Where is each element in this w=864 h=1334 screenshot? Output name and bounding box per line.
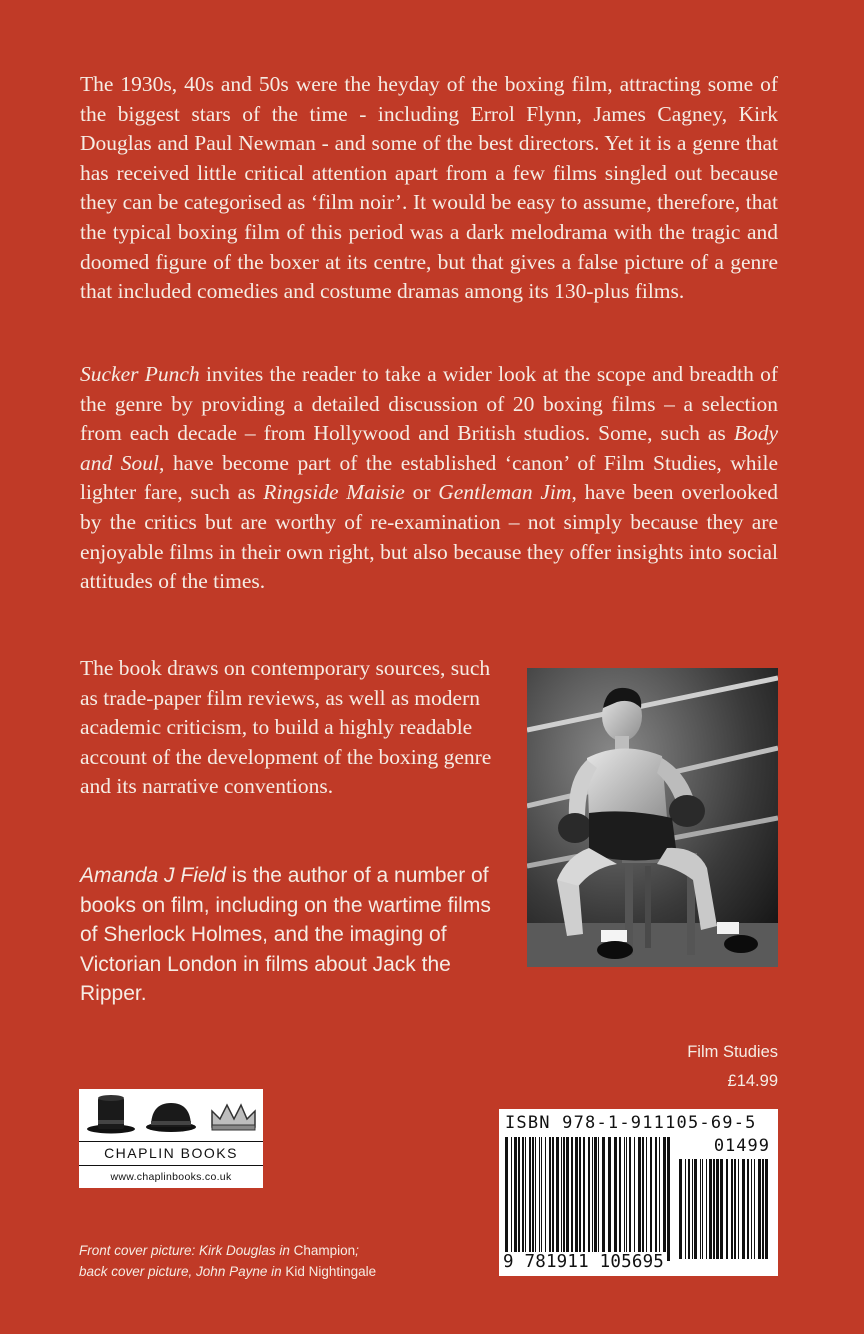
barcode-bar xyxy=(638,1137,641,1261)
credit-film-title: Champion xyxy=(293,1243,356,1258)
book-title: Sucker Punch xyxy=(80,362,200,386)
barcode-bar xyxy=(762,1159,764,1259)
barcode-bar xyxy=(549,1137,551,1261)
barcode-bar xyxy=(720,1159,723,1259)
barcode-bar xyxy=(713,1159,715,1259)
boxer-photo xyxy=(527,668,778,967)
barcode-bar xyxy=(598,1137,599,1261)
barcode-bar xyxy=(754,1159,755,1259)
barcode-bar xyxy=(539,1137,540,1261)
barcode-digits: 9 781911 105695 xyxy=(503,1252,665,1272)
barcode-bar xyxy=(624,1137,625,1261)
barcode-bar xyxy=(594,1137,597,1261)
barcode-bar xyxy=(694,1159,697,1259)
barcode-bar xyxy=(561,1137,562,1261)
publisher-logo xyxy=(79,1089,263,1188)
barcode-bar xyxy=(592,1137,593,1261)
barcode-bar xyxy=(726,1159,728,1259)
barcode-bar xyxy=(731,1159,733,1259)
book-meta xyxy=(687,1038,778,1096)
barcode-bar xyxy=(650,1137,652,1261)
blurb-paragraph-1: The 1930s, 40s and 50s were the heyday of the boxing film, attracting some of the biggest stars of the time - including Errol Flynn, James Cagney, Kirk Douglas and Paul Newman - and some of the best directors. Yet it is a genre that has received little critical attention apart from a few films singled out because they can be categorised as ‘film noir’. It would be easy to assume, therefore, that the typical boxing film of this period was a dark melodrama with the tragic and doomed figure of the boxer at its centre, but that gives a false picture of a genre that included comedies and costume dramas among its 130-plus films. xyxy=(80,72,778,304)
barcode-bar xyxy=(700,1159,701,1259)
author-bio-text: is the author of a number of books on film, including on the wartime films of Sherlock Holmes, and the imaging of Victorian London in films about Jack the Ripper. xyxy=(80,864,491,1005)
barcode-bar xyxy=(629,1137,631,1261)
barcode-bar xyxy=(608,1137,611,1261)
barcode-bar xyxy=(738,1159,739,1259)
barcode-bar xyxy=(614,1137,617,1261)
film-title: Gentleman Jim xyxy=(438,480,572,505)
barcode-bar xyxy=(747,1159,749,1259)
barcode-addon-bars xyxy=(679,1159,771,1259)
barcode-bar xyxy=(588,1137,590,1261)
barcode-bar xyxy=(646,1137,647,1261)
barcode-bar xyxy=(571,1137,573,1261)
barcode-bar xyxy=(602,1137,605,1261)
barcode-bar xyxy=(742,1159,745,1259)
price-label: £14.99 xyxy=(727,1072,778,1090)
bowler-hat-icon xyxy=(146,1103,196,1132)
barcode-bar xyxy=(706,1159,707,1259)
blurb-paragraph-3: The book draws on contemporary sources, such as trade-paper film reviews, as well as modern academic criticism, to build a highly readable account of the development of the boxing genre and its narrative conventions. xyxy=(80,656,492,799)
barcode-bar xyxy=(751,1159,752,1259)
credit-text: back cover picture, John Payne in xyxy=(79,1264,286,1279)
barcode-bar xyxy=(734,1159,736,1259)
paragraph-text: , have become part of the established ‘canon’ of Film Studies, while lighter fare, such as xyxy=(80,450,779,505)
barcode-bar xyxy=(692,1159,693,1259)
barcode-bar xyxy=(663,1137,666,1261)
barcode-bar xyxy=(655,1137,657,1261)
barcode-bar xyxy=(702,1159,703,1259)
category-label: Film Studies xyxy=(687,1043,778,1061)
barcode-bar xyxy=(525,1137,526,1261)
barcode-bar xyxy=(552,1137,554,1261)
barcode-bar xyxy=(514,1137,517,1261)
barcode-bar xyxy=(563,1137,565,1261)
barcode-bar xyxy=(642,1137,644,1261)
publisher-name: CHAPLIN BOOKS xyxy=(79,1141,263,1166)
barcode-bar xyxy=(765,1159,768,1259)
credit-text: Front cover picture: Kirk Douglas in xyxy=(79,1243,294,1258)
barcode-bar xyxy=(522,1137,524,1261)
publisher-url: www.chaplinbooks.co.uk xyxy=(110,1171,232,1183)
barcode-bar xyxy=(634,1137,635,1261)
barcode-bar xyxy=(556,1137,559,1261)
cover-credit xyxy=(79,1240,376,1282)
barcode-price-code: 01499 xyxy=(713,1136,770,1156)
barcode-bar xyxy=(709,1159,712,1259)
barcode-bar xyxy=(535,1137,536,1261)
credit-film-title: Kid Nightingale xyxy=(285,1264,377,1279)
isbn-number: ISBN 978-1-911105-69-5 xyxy=(505,1113,757,1133)
credit-text: ; xyxy=(355,1243,359,1258)
barcode-bar xyxy=(688,1159,690,1259)
paragraph-text: or xyxy=(404,480,439,505)
barcode-bar xyxy=(579,1137,581,1261)
barcode-bar xyxy=(545,1137,546,1261)
publisher-hats xyxy=(79,1089,263,1141)
barcode-bar xyxy=(667,1137,670,1261)
boxer-illustration xyxy=(527,668,778,967)
barcode-bar xyxy=(511,1137,512,1261)
barcode-bar xyxy=(575,1137,578,1261)
barcode-bar xyxy=(505,1137,508,1261)
barcode-bar xyxy=(685,1159,686,1259)
barcode-bar xyxy=(619,1137,621,1261)
paragraph-text: invites the reader to take a wider look at the scope and breadth of the genre by providing a detailed discussion of 20 boxing films – a selection from each decade – from Hollywood and British studios. Some, such as xyxy=(80,362,779,446)
barcode-bar xyxy=(583,1137,585,1261)
barcode-bar xyxy=(518,1137,520,1261)
barcode-bar xyxy=(541,1137,542,1261)
barcode-bar xyxy=(758,1159,761,1259)
credit-line-2 xyxy=(79,1261,376,1282)
paragraph-text: , have been overlooked by the critics but are worthy of re-examination – not simply because they are enjoyable films in their own right, but also because they offer insights into social attitudes of the times. xyxy=(80,480,778,594)
author-bio xyxy=(80,861,510,1009)
isbn-barcode xyxy=(499,1109,778,1276)
film-title: Body and Soul xyxy=(80,421,778,475)
barcode-bar xyxy=(716,1159,719,1259)
credit-line-1 xyxy=(79,1240,376,1261)
film-title: Ringside Maisie xyxy=(263,480,405,505)
barcode-bar xyxy=(566,1137,569,1261)
barcode-bar xyxy=(532,1137,534,1261)
barcode-bar xyxy=(626,1137,627,1261)
barcode-bar xyxy=(659,1137,660,1261)
crown-icon xyxy=(212,1105,255,1130)
top-hat-icon xyxy=(87,1095,135,1134)
barcode-bars xyxy=(505,1137,673,1261)
barcode-bar xyxy=(529,1137,531,1261)
author-name: Amanda J Field xyxy=(80,864,226,887)
barcode-bar xyxy=(679,1159,682,1259)
blurb-paragraph-2 xyxy=(80,360,778,597)
